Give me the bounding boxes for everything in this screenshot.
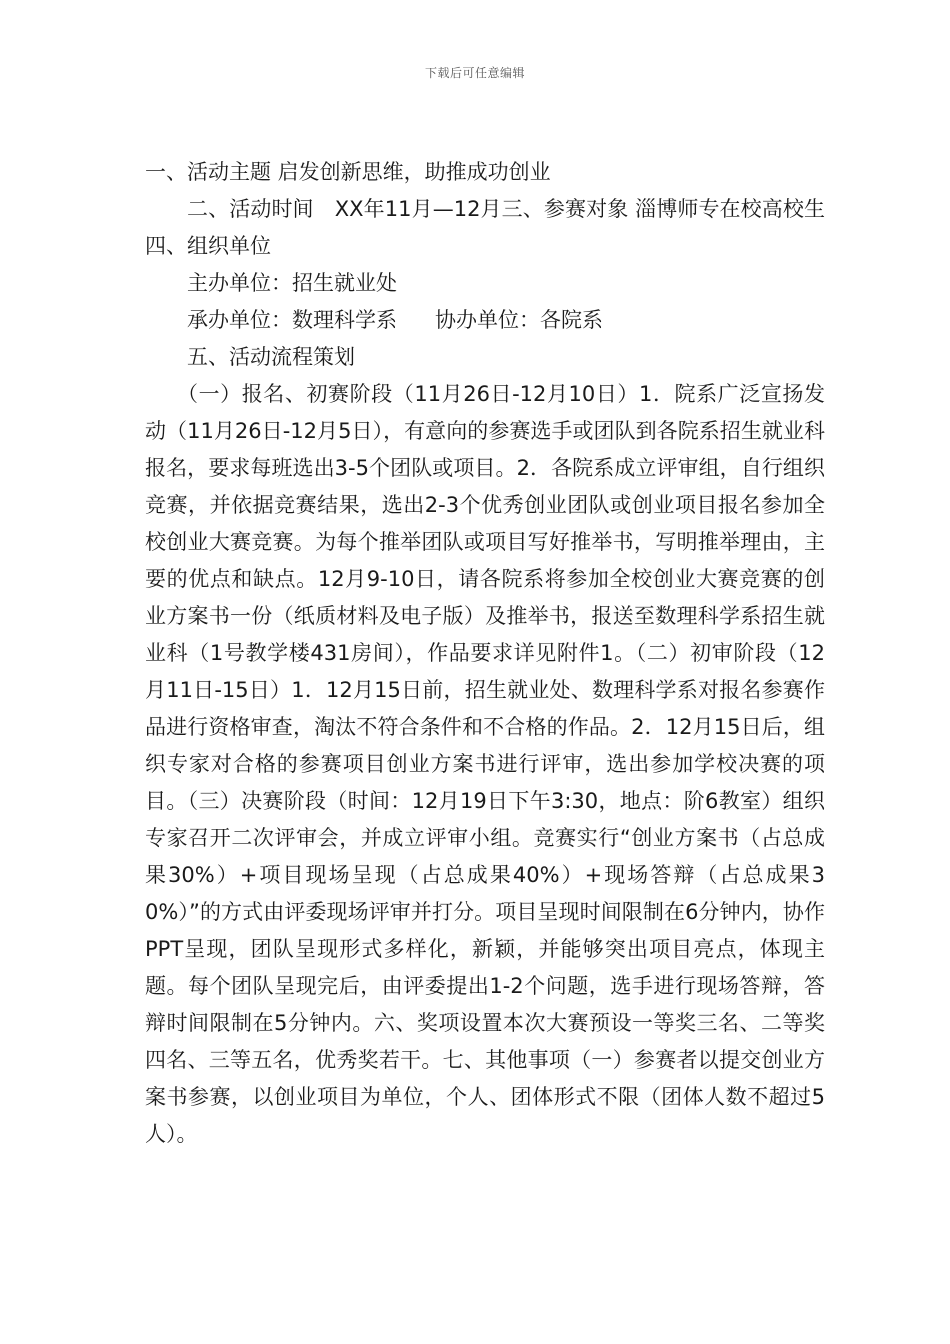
document-body — [145, 154, 825, 1153]
section-time-target-org: 二、活动时间 XX年11月—12月三、参赛对象 淄博师专在校高校生四、组织单位 — [145, 197, 825, 258]
section-theme: 一、活动主题 启发创新思维，助推成功创业 — [145, 160, 551, 184]
co-organizer-unit: 协办单位：各院系 — [435, 308, 603, 332]
page-header-note: 下载后可任意编辑 — [424, 66, 525, 80]
organizer-unit: 承办单位：数理科学系 — [187, 308, 397, 332]
section-process-body: （一）报名、初赛阶段（11月26日-12月10日）1．院系广泛宣扬发动（11月26日-12月5日），有意向的参赛选手或团队到各院系招生就业科报名，要求每班选出3-5个团队或项目。2．各院系成立评审组，自行组织竞赛，并依据竞赛结果，选出2-3个优秀创业团队或创业项目报名参加全校创业大赛竞赛。为每个推举团队或项目写好推举书，写明推举理由，主要的优点和缺点。12月9-10日，请各院系将参加全校创业大赛竞赛的创业方案书一份（纸质材料及电子版）及推举书，报送至数理科学系招生就业科（1号教学楼431房间），作品要求详见附件1。（二）初审阶段（12月11日-15日）1．12月15日前，招生就业处、数理科学系对报名参赛作品进行资格审查，淘汰不符合条件和不合格的作品。2．12月15日后，组织专家对合格的参赛项目创业方案书进行评审，选出参加学校决赛的项目。（三）决赛阶段（时间：12月19日下午3:30，地点：阶6教室）组织专家召开二次评审会，并成立评审小组。竞赛实行“创业方案书（占总成果30%）+项目现场呈现（占总成果40%）+现场答辩（占总成果30%）”的方式由评委现场评审并打分。项目呈现时间限制在6分钟内，协作PPT呈现，团队呈现形式多样化，新颖，并能够突出项目亮点，体现主题。每个团队呈现完后，由评委提出1-2个问题，选手进行现场答辩，答辩时间限制在5分钟内。六、奖项设置本次大赛预设一等奖三名、二等奖四名、三等五名，优秀奖若干。七、其他事项（一）参赛者以提交创业方案书参赛，以创业项目为单位，个人、团体形式不限（团体人数不超过5人）。 — [145, 382, 825, 1146]
host-unit: 主办单位：招生就业处 — [187, 271, 397, 295]
section-process-heading: 五、活动流程策划 — [187, 345, 355, 369]
organizer-units — [145, 302, 825, 339]
